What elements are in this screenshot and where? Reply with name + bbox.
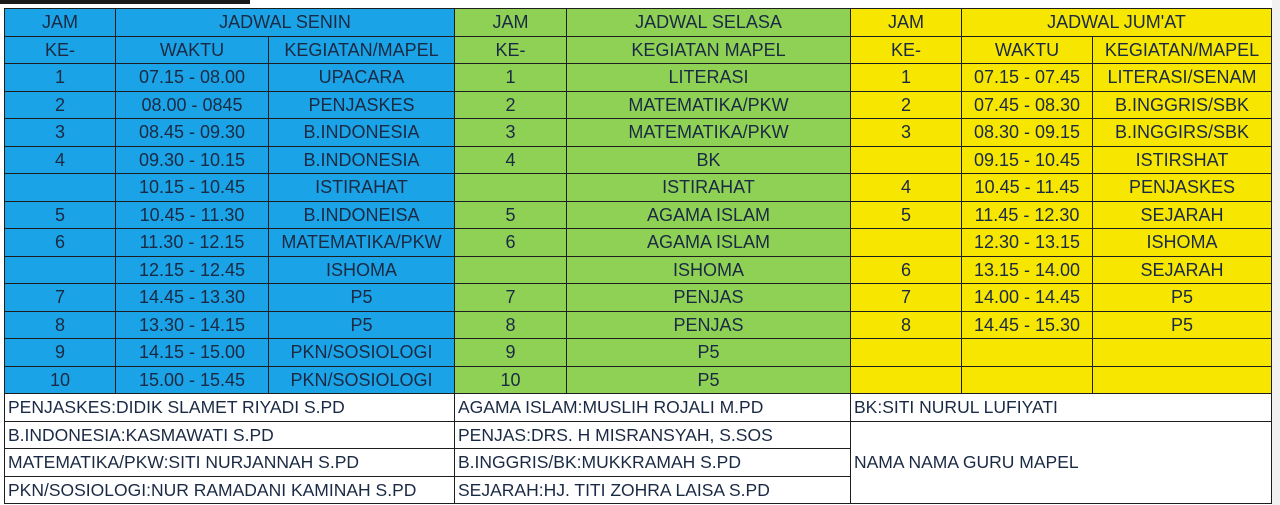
tuesday-kegiatan-cell: PENJAS xyxy=(567,311,851,339)
tuesday-ke-cell xyxy=(455,174,567,202)
schedule-row xyxy=(5,119,1272,147)
schedule-row xyxy=(5,229,1272,257)
monday-ke-cell: 6 xyxy=(5,229,116,257)
monday-kegiatan-header: KEGIATAN/MAPEL xyxy=(269,36,455,64)
right-margin xyxy=(1272,0,1280,505)
monday-ke-cell: 9 xyxy=(5,339,116,367)
monday-kegiatan-cell: UPACARA xyxy=(269,64,455,92)
tuesday-kegiatan-cell: P5 xyxy=(567,366,851,394)
tuesday-ke-cell xyxy=(455,256,567,284)
teacher-entry: SEJARAH:HJ. TITI ZOHRA LAISA S.PD xyxy=(455,476,851,504)
schedule-row xyxy=(5,256,1272,284)
friday-kegiatan-cell: P5 xyxy=(1093,284,1272,312)
monday-jam-header: JAM xyxy=(5,9,116,37)
schedule-row xyxy=(5,284,1272,312)
tuesday-kegiatan-cell: LITERASI xyxy=(567,64,851,92)
monday-kegiatan-cell: ISTIRAHAT xyxy=(269,174,455,202)
monday-ke-cell: 4 xyxy=(5,146,116,174)
monday-waktu-cell: 15.00 - 15.45 xyxy=(116,366,269,394)
tuesday-ke-cell: 9 xyxy=(455,339,567,367)
monday-kegiatan-cell: MATEMATIKA/PKW xyxy=(269,229,455,257)
monday-waktu-cell: 09.30 - 10.15 xyxy=(116,146,269,174)
friday-kegiatan-cell: P5 xyxy=(1093,311,1272,339)
schedule-row xyxy=(5,64,1272,92)
tuesday-ke-cell: 3 xyxy=(455,119,567,147)
monday-waktu-cell: 10.15 - 10.45 xyxy=(116,174,269,202)
friday-ke-cell: 4 xyxy=(851,174,962,202)
teacher-entry: PENJASKES:DIDIK SLAMET RIYADI S.PD xyxy=(5,394,455,422)
tuesday-ke-cell: 8 xyxy=(455,311,567,339)
tuesday-ke-cell: 2 xyxy=(455,91,567,119)
friday-waktu-cell: 10.45 - 11.45 xyxy=(962,174,1093,202)
monday-ke-cell: 8 xyxy=(5,311,116,339)
friday-title: JADWAL JUM'AT xyxy=(962,9,1272,37)
schedule-table xyxy=(4,8,1272,504)
monday-ke-cell xyxy=(5,256,116,284)
friday-kegiatan-cell: B.INGGIRS/SBK xyxy=(1093,119,1272,147)
tuesday-ke-cell: 7 xyxy=(455,284,567,312)
top-edge-strip xyxy=(0,0,1280,7)
monday-ke-cell: 10 xyxy=(5,366,116,394)
header-row-2 xyxy=(5,36,1272,64)
teacher-row xyxy=(5,394,1272,422)
schedule-row xyxy=(5,201,1272,229)
friday-waktu-cell xyxy=(962,339,1093,367)
schedule-row xyxy=(5,91,1272,119)
teacher-entry: BK:SITI NURUL LUFIYATI xyxy=(851,394,1272,422)
friday-waktu-cell: 07.15 - 07.45 xyxy=(962,64,1093,92)
friday-ke-cell xyxy=(851,146,962,174)
friday-kegiatan-cell: SEJARAH xyxy=(1093,256,1272,284)
monday-waktu-cell: 07.15 - 08.00 xyxy=(116,64,269,92)
teacher-row xyxy=(5,421,1272,449)
friday-kegiatan-cell: SEJARAH xyxy=(1093,201,1272,229)
monday-kegiatan-cell: B.INDONESIA xyxy=(269,146,455,174)
monday-ke-cell: 5 xyxy=(5,201,116,229)
teacher-entry: MATEMATIKA/PKW:SITI NURJANNAH S.PD xyxy=(5,449,455,477)
monday-kegiatan-cell: PKN/SOSIOLOGI xyxy=(269,366,455,394)
friday-ke-cell: 1 xyxy=(851,64,962,92)
monday-waktu-cell: 12.15 - 12.45 xyxy=(116,256,269,284)
teacher-entry: PENJAS:DRS. H MISRANSYAH, S.SOS xyxy=(455,421,851,449)
friday-kegiatan-cell: LITERASI/SENAM xyxy=(1093,64,1272,92)
friday-kegiatan-cell: B.INGGRIS/SBK xyxy=(1093,91,1272,119)
schedule-row xyxy=(5,146,1272,174)
schedule-row xyxy=(5,339,1272,367)
friday-waktu-header: WAKTU xyxy=(962,36,1093,64)
tuesday-kegiatan-cell: MATEMATIKA/PKW xyxy=(567,119,851,147)
friday-waktu-cell xyxy=(962,366,1093,394)
friday-waktu-cell: 13.15 - 14.00 xyxy=(962,256,1093,284)
friday-kegiatan-cell: PENJASKES xyxy=(1093,174,1272,202)
friday-ke-cell xyxy=(851,229,962,257)
monday-kegiatan-cell: P5 xyxy=(269,311,455,339)
tuesday-ke-cell: 4 xyxy=(455,146,567,174)
friday-ke-cell: 7 xyxy=(851,284,962,312)
monday-ke-cell: 2 xyxy=(5,91,116,119)
monday-ke-cell: 3 xyxy=(5,119,116,147)
friday-waktu-cell: 12.30 - 13.15 xyxy=(962,229,1093,257)
monday-waktu-cell: 11.30 - 12.15 xyxy=(116,229,269,257)
teacher-entry: PKN/SOSIOLOGI:NUR RAMADANI KAMINAH S.PD xyxy=(5,476,455,504)
friday-ke-cell: 2 xyxy=(851,91,962,119)
friday-kegiatan-cell xyxy=(1093,339,1272,367)
tuesday-ke-cell: 6 xyxy=(455,229,567,257)
monday-kegiatan-cell: B.INDONESIA xyxy=(269,119,455,147)
tuesday-kegiatan-cell: AGAMA ISLAM xyxy=(567,229,851,257)
monday-kegiatan-cell: P5 xyxy=(269,284,455,312)
friday-ke-cell: 6 xyxy=(851,256,962,284)
monday-kegiatan-cell: B.INDONEISA xyxy=(269,201,455,229)
monday-ke-cell: 7 xyxy=(5,284,116,312)
friday-waktu-cell: 08.30 - 09.15 xyxy=(962,119,1093,147)
tuesday-kegiatan-cell: MATEMATIKA/PKW xyxy=(567,91,851,119)
tuesday-kegiatan-cell: AGAMA ISLAM xyxy=(567,201,851,229)
monday-waktu-cell: 08.45 - 09.30 xyxy=(116,119,269,147)
schedule-row xyxy=(5,174,1272,202)
schedule-row xyxy=(5,311,1272,339)
friday-kegiatan-cell xyxy=(1093,366,1272,394)
friday-waktu-cell: 09.15 - 10.45 xyxy=(962,146,1093,174)
tuesday-kegiatan-header: KEGIATAN MAPEL xyxy=(567,36,851,64)
tuesday-kegiatan-cell: BK xyxy=(567,146,851,174)
monday-waktu-cell: 14.45 - 13.30 xyxy=(116,284,269,312)
teacher-entry: B.INDONESIA:KASMAWATI S.PD xyxy=(5,421,455,449)
monday-kegiatan-cell: PKN/SOSIOLOGI xyxy=(269,339,455,367)
monday-waktu-cell: 13.30 - 14.15 xyxy=(116,311,269,339)
friday-ke-cell: 5 xyxy=(851,201,962,229)
friday-waktu-cell: 14.00 - 14.45 xyxy=(962,284,1093,312)
monday-waktu-header: WAKTU xyxy=(116,36,269,64)
monday-waktu-cell: 08.00 - 0845 xyxy=(116,91,269,119)
teacher-entry: AGAMA ISLAM:MUSLIH ROJALI M.PD xyxy=(455,394,851,422)
monday-title: JADWAL SENIN xyxy=(116,9,455,37)
monday-kegiatan-cell: PENJASKES xyxy=(269,91,455,119)
tuesday-kegiatan-cell: PENJAS xyxy=(567,284,851,312)
friday-kegiatan-cell: ISTIRSHAT xyxy=(1093,146,1272,174)
schedule-row xyxy=(5,366,1272,394)
monday-ke-header: KE- xyxy=(5,36,116,64)
teacher-entry: B.INGGRIS/BK:MUKKRAMAH S.PD xyxy=(455,449,851,477)
cropped-text-fragment xyxy=(0,0,250,4)
tuesday-kegiatan-cell: P5 xyxy=(567,339,851,367)
friday-kegiatan-header: KEGIATAN/MAPEL xyxy=(1093,36,1272,64)
friday-ke-cell xyxy=(851,366,962,394)
friday-waktu-cell: 14.45 - 15.30 xyxy=(962,311,1093,339)
monday-ke-cell xyxy=(5,174,116,202)
tuesday-kegiatan-cell: ISHOMA xyxy=(567,256,851,284)
friday-waktu-cell: 07.45 - 08.30 xyxy=(962,91,1093,119)
friday-jam-header: JAM xyxy=(851,9,962,37)
teacher-list-caption: NAMA NAMA GURU MAPEL xyxy=(851,421,1272,504)
tuesday-ke-cell: 5 xyxy=(455,201,567,229)
friday-kegiatan-cell: ISHOMA xyxy=(1093,229,1272,257)
friday-ke-header: KE- xyxy=(851,36,962,64)
tuesday-ke-cell: 1 xyxy=(455,64,567,92)
tuesday-kegiatan-cell: ISTIRAHAT xyxy=(567,174,851,202)
monday-kegiatan-cell: ISHOMA xyxy=(269,256,455,284)
header-row-1 xyxy=(5,9,1272,37)
tuesday-ke-header: KE- xyxy=(455,36,567,64)
tuesday-title: JADWAL SELASA xyxy=(567,9,851,37)
friday-waktu-cell: 11.45 - 12.30 xyxy=(962,201,1093,229)
monday-waktu-cell: 14.15 - 15.00 xyxy=(116,339,269,367)
tuesday-jam-header: JAM xyxy=(455,9,567,37)
tuesday-ke-cell: 10 xyxy=(455,366,567,394)
friday-ke-cell xyxy=(851,339,962,367)
monday-waktu-cell: 10.45 - 11.30 xyxy=(116,201,269,229)
friday-ke-cell: 8 xyxy=(851,311,962,339)
monday-ke-cell: 1 xyxy=(5,64,116,92)
friday-ke-cell: 3 xyxy=(851,119,962,147)
